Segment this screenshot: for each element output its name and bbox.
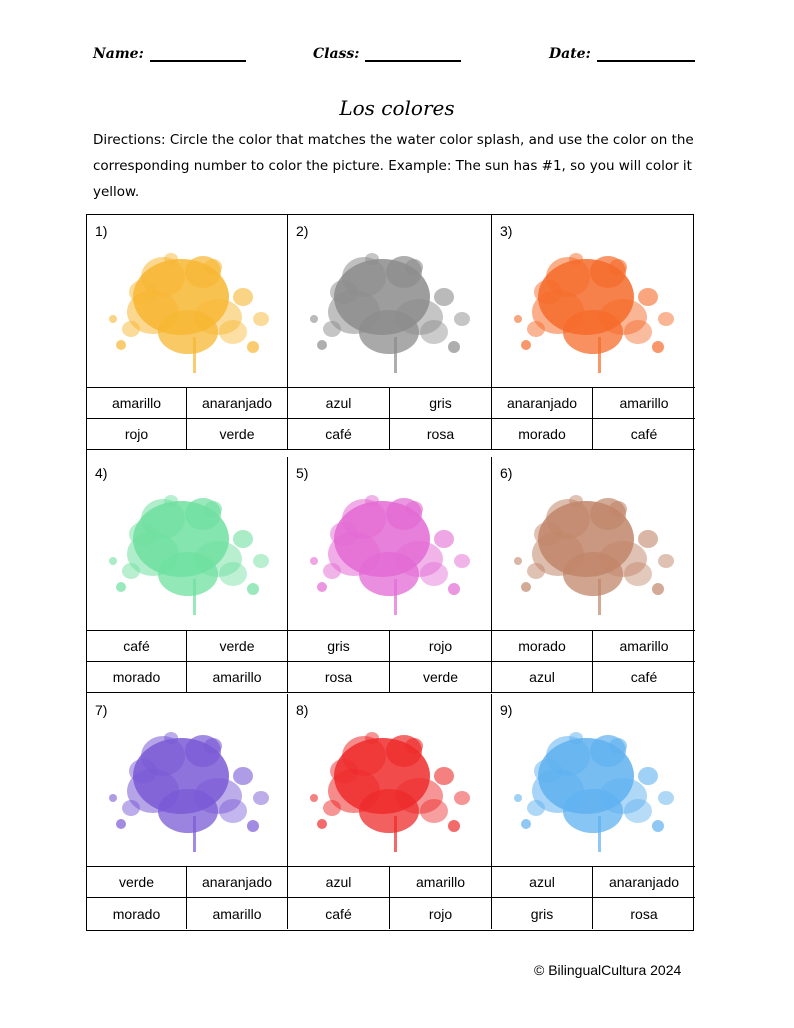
color-option[interactable]: verde	[87, 867, 187, 898]
splash-cell	[87, 215, 288, 388]
color-option[interactable]: gris	[492, 898, 593, 929]
splash-cell	[288, 215, 492, 388]
color-option[interactable]: rojo	[390, 631, 492, 662]
item-number: 2)	[296, 223, 309, 239]
color-option[interactable]: verde	[390, 662, 492, 693]
color-option[interactable]: café	[87, 631, 187, 662]
color-option[interactable]: morado	[492, 419, 593, 450]
item-number: 9)	[500, 702, 513, 718]
color-option[interactable]: anaranjado	[187, 867, 288, 898]
color-option[interactable]: rojo	[87, 419, 187, 450]
item-number: 7)	[95, 702, 108, 718]
color-option[interactable]: azul	[288, 388, 390, 419]
color-option[interactable]: azul	[288, 867, 390, 898]
color-option[interactable]: amarillo	[87, 388, 187, 419]
color-option[interactable]: café	[288, 419, 390, 450]
color-option[interactable]: rosa	[630, 905, 658, 922]
color-option[interactable]: azul	[492, 867, 593, 898]
color-option[interactable]: azul	[492, 662, 593, 693]
color-option[interactable]: gris	[288, 631, 390, 662]
color-option[interactable]: morado	[87, 662, 187, 693]
splash-cell	[87, 457, 288, 631]
directions-text: Directions: Circle the color that matches the water color splash, and use the color on the corresponding number to color the picture. Example: The sun has #1, so you will color it yellow.	[93, 132, 694, 200]
name-field[interactable]	[93, 46, 246, 62]
color-option[interactable]: rojo	[390, 898, 492, 929]
date-field[interactable]	[549, 46, 695, 62]
class-field[interactable]	[313, 46, 461, 62]
color-option[interactable]: café	[288, 898, 390, 929]
color-grid	[86, 214, 694, 931]
page-title: Los colores	[339, 96, 455, 120]
color-option[interactable]: anaranjado	[187, 388, 288, 419]
color-option[interactable]: amarillo	[187, 898, 288, 929]
item-number: 5)	[296, 465, 309, 481]
watercolor-splash-image	[93, 716, 283, 856]
color-option[interactable]: anaranjado	[492, 388, 593, 419]
class-label: Class:	[313, 46, 360, 62]
color-option[interactable]: rosa	[390, 419, 492, 450]
name-label: Name:	[93, 46, 144, 62]
watercolor-splash-image	[498, 716, 688, 856]
date-label: Date:	[549, 46, 591, 62]
color-option[interactable]: verde	[187, 631, 288, 662]
color-option[interactable]: amarillo	[593, 631, 695, 662]
watercolor-splash-image	[294, 716, 484, 856]
splash-cell	[492, 215, 695, 388]
color-option[interactable]: amarillo	[390, 867, 492, 898]
item-number: 1)	[95, 223, 108, 239]
name-line[interactable]	[150, 60, 246, 62]
watercolor-splash-image	[498, 237, 688, 377]
color-option[interactable]: rosa	[288, 662, 390, 693]
color-option[interactable]: amarillo	[593, 388, 695, 419]
item-number: 3)	[500, 223, 513, 239]
color-option[interactable]: amarillo	[187, 662, 288, 693]
watercolor-splash-image	[93, 479, 283, 619]
date-line[interactable]	[597, 60, 695, 62]
watercolor-splash-image	[294, 237, 484, 377]
color-option[interactable]: anaranjado	[593, 867, 695, 898]
watercolor-splash-image	[93, 237, 283, 377]
class-line[interactable]	[365, 60, 461, 62]
item-number: 6)	[500, 465, 513, 481]
color-option[interactable]: verde	[187, 419, 288, 450]
splash-cell	[492, 694, 695, 867]
splash-cell	[288, 457, 492, 631]
color-option[interactable]: gris	[390, 388, 492, 419]
watercolor-splash-image	[294, 479, 484, 619]
color-option[interactable]: morado	[87, 898, 187, 929]
color-option[interactable]: morado	[492, 631, 593, 662]
watercolor-splash-image	[498, 479, 688, 619]
splash-cell	[87, 694, 288, 867]
splash-cell	[492, 457, 695, 631]
copyright-footer: © BilingualCultura 2024	[534, 962, 682, 978]
color-option[interactable]: café	[593, 662, 695, 693]
color-option[interactable]: café	[593, 419, 695, 450]
item-number: 4)	[95, 465, 108, 481]
item-number: 8)	[296, 702, 309, 718]
splash-cell	[288, 694, 492, 867]
